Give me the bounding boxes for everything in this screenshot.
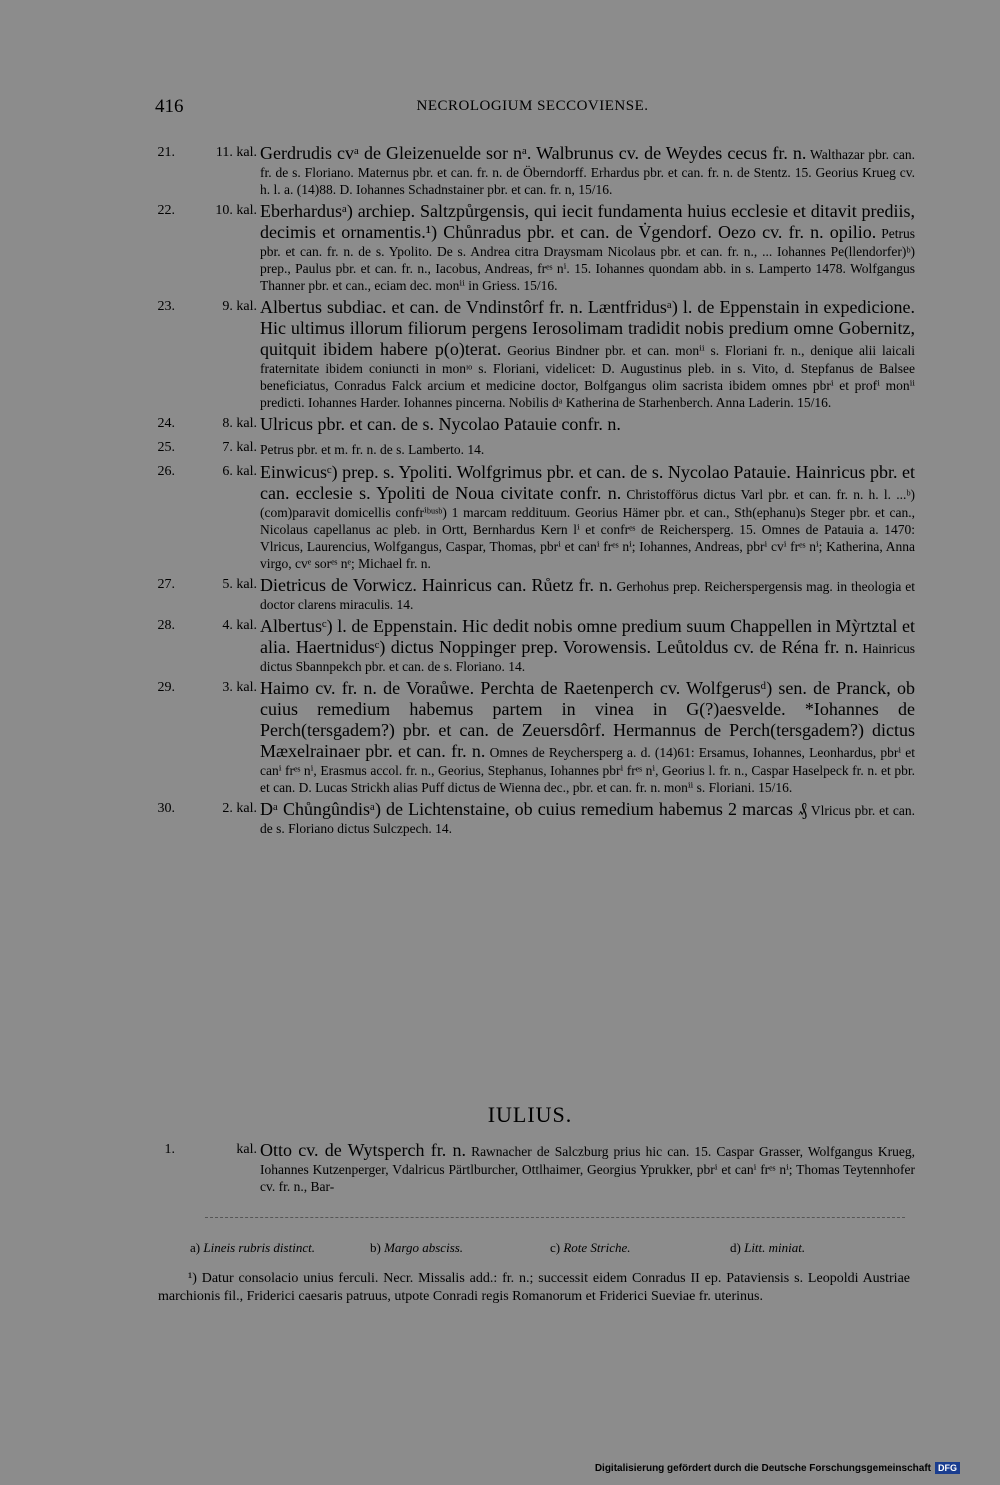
entry-text [260, 438, 915, 459]
footnote-item: a) Lineis rubris distinct. [190, 1240, 315, 1255]
entry-date: kal. [236, 1142, 257, 1157]
entry-main-text: Albertus subdiac. et can. de Vndinstôrf fr. n. Læntfridusᵃ) l. de Eppenstain in expedicione. Hic ultimus illorum filiorum pergens Ierosolimam tradidit nobis predium omne Gobernitz, quitquit ibidem habere p(o)terat. [260, 297, 915, 359]
july-entry [145, 1140, 915, 1198]
entry-row [145, 799, 915, 837]
entry-main-text: Dᵃ Chůngûndisᵃ) de Lichtenstaine, ob cuius remedium habemus 2 marcas ₰ [260, 799, 808, 819]
entry-number: 26. [157, 464, 175, 479]
entry-additional-text: Rawnacher de Salczburg prius hic can. 15. Caspar Grasser, Wolfgangus Krueg, Iohannes Kutzenperger, Vdalricus Pärtlburcher, Ottlhaimer, Georgius Yprukker, pbrⁱ et canⁱ frᵉˢ nⁱ; Thomas Teytennhofer cv. fr. n., Bar- [260, 1144, 915, 1194]
entry-text [260, 143, 915, 198]
entry-text [260, 678, 915, 796]
entry-additional-text: Georius Bindner pbr. et can. monⁱⁱ s. Floriani fr. n., denique alii laicali fraternitate ibidem coniuncti in monᶦᵒ s. Floriani, videlicet: D. Augustinus pleb. in s. Vito, d. Stepfanus de Balsee beneficiatus, Conradus Falck arcium et medicine doctor, Bolfgangus olim sacrista ibidem omnes pbrⁱ et profⁱ monⁱⁱ predicti. Iohannes Harder. Iohannes pincerna. Nobilis dᵃ Katherina de Starhenberch. Anna Laderin. 15/16. [260, 343, 916, 410]
entry-date: 2. kal. [222, 801, 257, 816]
entry-main-text: Gerdrudis cvᵃ de Gleizenuelde sor nᵃ. Walbrunus cv. de Weydes cecus fr. n. [260, 143, 807, 163]
dfg-logo-icon: DFG [935, 1462, 960, 1474]
entry-date: 11. kal. [215, 145, 257, 160]
entry-date: 7. kal. [222, 440, 257, 455]
entry-additional-text: Omnes de Reychersperg a. d. (14)61: Ersamus, Iohannes, Leonhardus, pbrⁱ et canⁱ frᵉˢ nⁱ, Erasmus accol. fr. n., Georius, Stephanus, Iohannes pbrⁱ frᵉˢ nⁱ, Georius l. fr. n., Caspar Haselpeck fr. n. et pbr. et can. D. Lucas Strickh alias Puff dictus de Wienna dec., pbr. et can. fr. n. monⁱⁱ s. Floriani. 15/16. [260, 745, 915, 795]
entry-main-text: Ulricus pbr. et can. de s. Nycolao Patauie confr. n. [260, 414, 621, 434]
entry-date: 8. kal. [222, 416, 257, 431]
footnote-item: d) Litt. miniat. [730, 1240, 806, 1255]
entry-number: 27. [157, 577, 175, 592]
entry-date: 3. kal. [222, 680, 257, 695]
entry-date: 6. kal. [222, 464, 257, 479]
entry-row [145, 143, 915, 198]
entry-text [260, 462, 915, 572]
entry-number: 22. [157, 203, 175, 218]
entry-additional-text: Petrus pbr. et can. fr. n. de s. Ypolito. De s. Andrea citra Draysmam Nicolaus pbr. et can. fr. n., ... Iohannes Pe(llendorfer)ᵇ) prep., Paulus pbr. et can. fr. n., Iacobus, Andreas, frᵉˢ nⁱ. 15. Iohannes quondam abb. in s. Lamperto 1478. Wolfgangus Thanner pbr. et can., eciam dec. monⁱⁱ in Griess. 15/16. [260, 226, 916, 293]
page-number: 416 [155, 96, 184, 117]
entry-row [145, 616, 915, 675]
entry-row [145, 678, 915, 796]
entry-date: 10. kal. [215, 203, 257, 218]
entry-additional-text: Gerhohus prep. Reicherspergensis mag. in theologia et doctor clarens miraculis. 14. [260, 579, 916, 612]
entry-row [145, 297, 915, 411]
entry-number: 28. [157, 618, 175, 633]
credit-text: Digitalisierung gefördert durch die Deutsche Forschungsgemeinschaft [594, 1462, 931, 1474]
entry-row [145, 575, 915, 613]
footnotes [190, 1240, 910, 1256]
entry-main-text: Albertusᶜ) l. de Eppenstain. Hic dedit nobis omne predium suum Chappellen in Mỳrtztal et alia. Haertnidusᶜ) dictus Noppinger prep. Vorowensis. Leůtoldus cv. de Réna fr. n. [260, 616, 915, 657]
page-header [155, 96, 910, 122]
entry-main-text: Haimo cv. fr. n. de Voraůwe. Perchta de Raetenperch cv. Wolfgerusᵈ) sen. de Pranck, ob cuius remedium habemus partem in vinea in G(?)aesvelde. *Iohannes de Perch(tersgadem?) pbr. et can. de Zeuersdôrf. Hermannus de Perch(tersgadem?) dictus Mæxelrainaer pbr. et can. fr. n. [260, 678, 915, 761]
entry-row [145, 414, 915, 435]
entry-number: 1. [164, 1142, 175, 1157]
entry-additional-text: Vlricus pbr. et can. de s. Floriano dictus Sulczpech. 14. [260, 803, 915, 836]
entry-text [260, 616, 915, 675]
running-title: NECROLOGIUM SECCOVIENSE. [416, 98, 649, 114]
entry-date: 4. kal. [222, 618, 257, 633]
entry-number: 29. [157, 680, 175, 695]
entry-additional-text: Petrus pbr. et m. fr. n. de s. Lamberto. 14. [260, 442, 485, 457]
entry-main-text: Otto cv. de Wytsperch fr. n. [260, 1140, 466, 1160]
entry-text [260, 201, 915, 294]
entry-main-text: Dietricus de Vorwicz. Hainricus can. Růetz fr. n. [260, 575, 613, 595]
footnote-item: b) Margo absciss. [370, 1240, 464, 1255]
entry-row [145, 438, 915, 459]
entry-additional-text: Walthazar pbr. can. fr. de s. Floriano. Maternus pbr. et can. fr. n. de Öberndorff. Erhardus pbr. et can. fr. n. de Stentz. 15. Georius Krueg cv. h. l. a. (14)88. D. Iohannes Schadnstainer pbr. et can. fr. n, 15/16. [260, 147, 915, 197]
entry-text [260, 799, 915, 837]
entry-number: 30. [157, 801, 175, 816]
entry-number: 24. [157, 416, 175, 431]
entry-text [260, 575, 915, 613]
entry-additional-text: Hainricus dictus Sbannpekch pbr. et can. de s. Floriano. 14. [260, 641, 916, 674]
entry-row [145, 462, 915, 572]
digitization-credit [595, 1462, 960, 1474]
entry-date: 5. kal. [222, 577, 257, 592]
entry-text [260, 414, 915, 435]
entry-main-text: Einwicusᶜ) prep. s. Ypoliti. Wolfgrimus pbr. et can. de s. Nycolao Patauie. Hainricus pbr. et can. ecclesie s. Ypoliti de Noua civitate confr. n. [260, 462, 915, 503]
entry-additional-text: Christofförus dictus Varl pbr. et can. fr. n. h. l. ...ᵇ) (com)paravit domicellis confrⁱᵇᵘˢᵇ) 1 marcam reddituum. Georius Hämer pbr. et can., Sth(ephanu)s Steger pbr. et can., Nicolaus capellanus ac pleb. in Ortt, Bernhardus Kern lⁱ et confrᵉˢ de Reichersperg. 15. Omnes de Patauia a. 1470: Vlricus, Laurencius, Wolfgangus, Caspar, Thomas, pbrⁱ et canⁱ frᵉˢ nⁱ; Iohannes, Andreas, pbrⁱ cvⁱ frᵉˢ nⁱ; Katherina, Anna virgo, cvᵉ sorᵉˢ nᵉ; Michael fr. n. [260, 487, 915, 571]
month-heading: IULIUS. [487, 1102, 573, 1127]
annotation-note: ¹) Datur consolacio unius ferculi. Necr. Missalis add.: fr. n.; successit eidem Conradus II ep. Pataviensis s. Leopoldi Austriae marchionis fil., Friderici caesaris patruus, utpote Conradi regis Romanorum et Friderici Sueviae fr. uterinus. [158, 1271, 910, 1304]
necrology-entries [145, 143, 915, 840]
entry-main-text: Eberhardusᵃ) archiep. Saltzpůrgensis, qui iecit fundamenta huius ecclesie et ditavit prediis, decimis et ornamentis.¹) Chůnradus pbr. et can. de V̇gendorf. Oezo cv. fr. n. opilio. [260, 201, 915, 242]
entry-number: 21. [157, 145, 175, 160]
entry-date: 9. kal. [222, 299, 257, 314]
entry-number: 23. [157, 299, 175, 314]
entry-text [260, 297, 915, 411]
entry-row [145, 201, 915, 294]
footnote-item: c) Rote Striche. [550, 1240, 631, 1255]
footnote-divider [205, 1217, 905, 1218]
entry-number: 25. [157, 440, 175, 455]
